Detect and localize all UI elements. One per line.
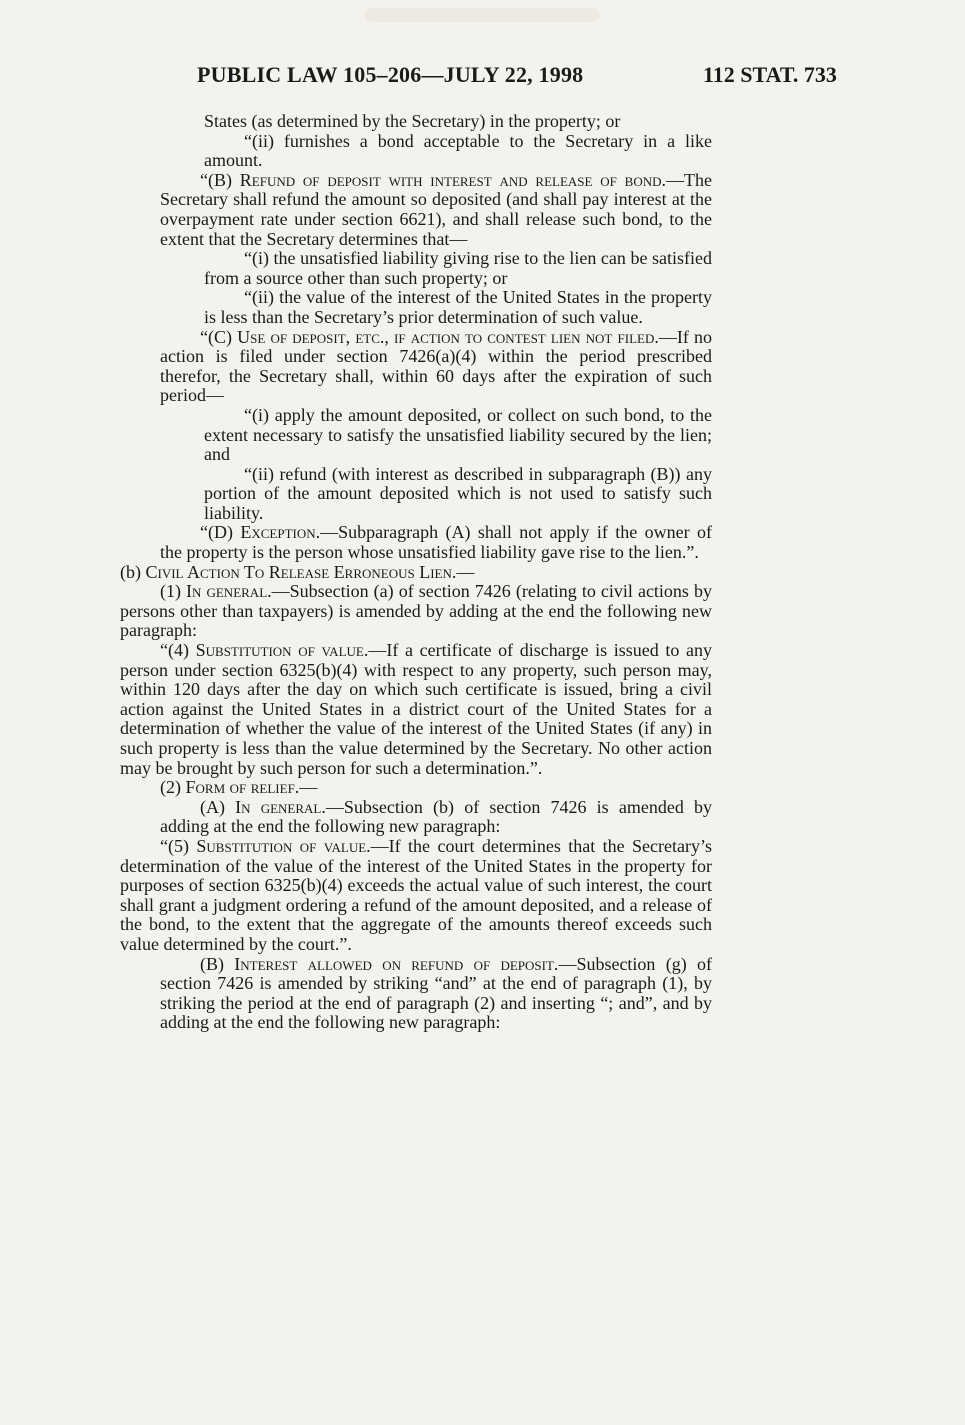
clause-i: “(i) the unsatisfied liability giving rise to the lien can be satisfied from a source other than such property; or [204, 248, 712, 288]
subparagraph-b: “(B) Refund of deposit with interest and release of bond.—The Secretary shall refund the amount so deposited (and shall pay interest at the overpayment rate under section 6621), and shall release such bond, to the extent that the Secretary determines that— [160, 169, 713, 249]
heading-paragraph-1: In general. [186, 581, 272, 602]
clause-ii: “(ii) refund (with interest as described in subparagraph (B)) any portion of the amount deposited which is not used to satisfy such liability. [204, 463, 712, 523]
text-line: States (as determined by the Secretary) in the property; or [204, 111, 621, 131]
heading-paragraph-5: Substitution of value. [196, 835, 371, 856]
subparagraph-2b: (B) Interest allowed on refund of deposit.—Subsection (g) of section 7426 is amended by striking “and” at the end of paragraph (1), by striking the period at the end of paragraph (2) and inserting “; and”, and by adding at the end the following new paragraph: [160, 953, 713, 1033]
paragraph-1: (1) In general.—Subsection (a) of section 7426 (relating to civil actions by persons other than taxpayers) is amended by adding at the end the following new paragraph: [120, 581, 712, 641]
running-head-title: PUBLIC LAW 105–206—JULY 22, 1998 [197, 62, 584, 87]
heading-2b: Interest allowed on refund of deposit. [234, 953, 559, 974]
heading-2a: In general. [235, 796, 326, 817]
subparagraph-d: “(D) Exception.—Subparagraph (A) shall not apply if the owner of the property is the person whose unsatisfied liability gave rise to the lien.”. [160, 522, 713, 563]
body-text [120, 112, 712, 1033]
heading-c: Use of deposit, etc., if action to contest lien not filed. [237, 326, 659, 347]
clause-ii: “(ii) the value of the interest of the United States in the property is less than the Secretary’s prior determination of such value. [204, 287, 712, 327]
text-line: “(ii) furnishes a bond acceptable to the Secretary in a like amount. [204, 130, 712, 171]
paragraph-4-insert: “(4) Substitution of value.—If a certificate of discharge is issued to any person under section 6325(b)(4) with respect to any property, such person may, within 120 days after the day on which such certificate is issued, bring a civil action against the United States in a district court of the United States for a determination of whether the value of the interest of the United States (if any) in such property is less than the value determined by the Secretary. No other action may be brought by such person for such a determination.”. [120, 640, 712, 778]
heading-paragraph-4: Substitution of value. [195, 640, 369, 661]
heading-subsection-b: Civil Action To Release Erroneous Lien. [145, 561, 457, 582]
running-head-page: 112 STAT. 733 [703, 62, 837, 87]
subparagraph-2a: (A) In general.—Subsection (b) of section 7426 is amended by adding at the end the following new paragraph: [160, 796, 712, 837]
heading-paragraph-2: Form of relief. [185, 777, 300, 798]
subparagraph-c: “(C) Use of deposit, etc., if action to contest lien not filed.—If no action is filed under section 7426(a)(4) within the period prescribed therefor, the Secretary shall, within 60 days after the expiration of such period— [160, 326, 712, 406]
paragraph-2: (2) Form of relief.— [160, 777, 318, 798]
heading-d: Exception. [240, 522, 321, 543]
clause-i: “(i) apply the amount deposited, or collect on such bond, to the extent necessary to satisfy the unsatisfied liability secured by the lien; and [204, 404, 712, 465]
scan-artifact [365, 8, 600, 22]
paragraph-5-insert: “(5) Substitution of value.—If the court determines that the Secretary’s determination of the value of the interest of the United States in the property for purposes of section 6325(b)(4) exceeds the actual value of such interest, the court shall grant a judgment ordering a refund of the amount deposited, and a release of the bond, to the extent that the aggregate of the amounts thereof exceeds such value determined by the court.”. [120, 835, 712, 954]
subsection-b: (b) Civil Action To Release Erroneous Lien.— [120, 561, 475, 582]
heading-b: Refund of deposit with interest and release of bond. [239, 169, 667, 190]
